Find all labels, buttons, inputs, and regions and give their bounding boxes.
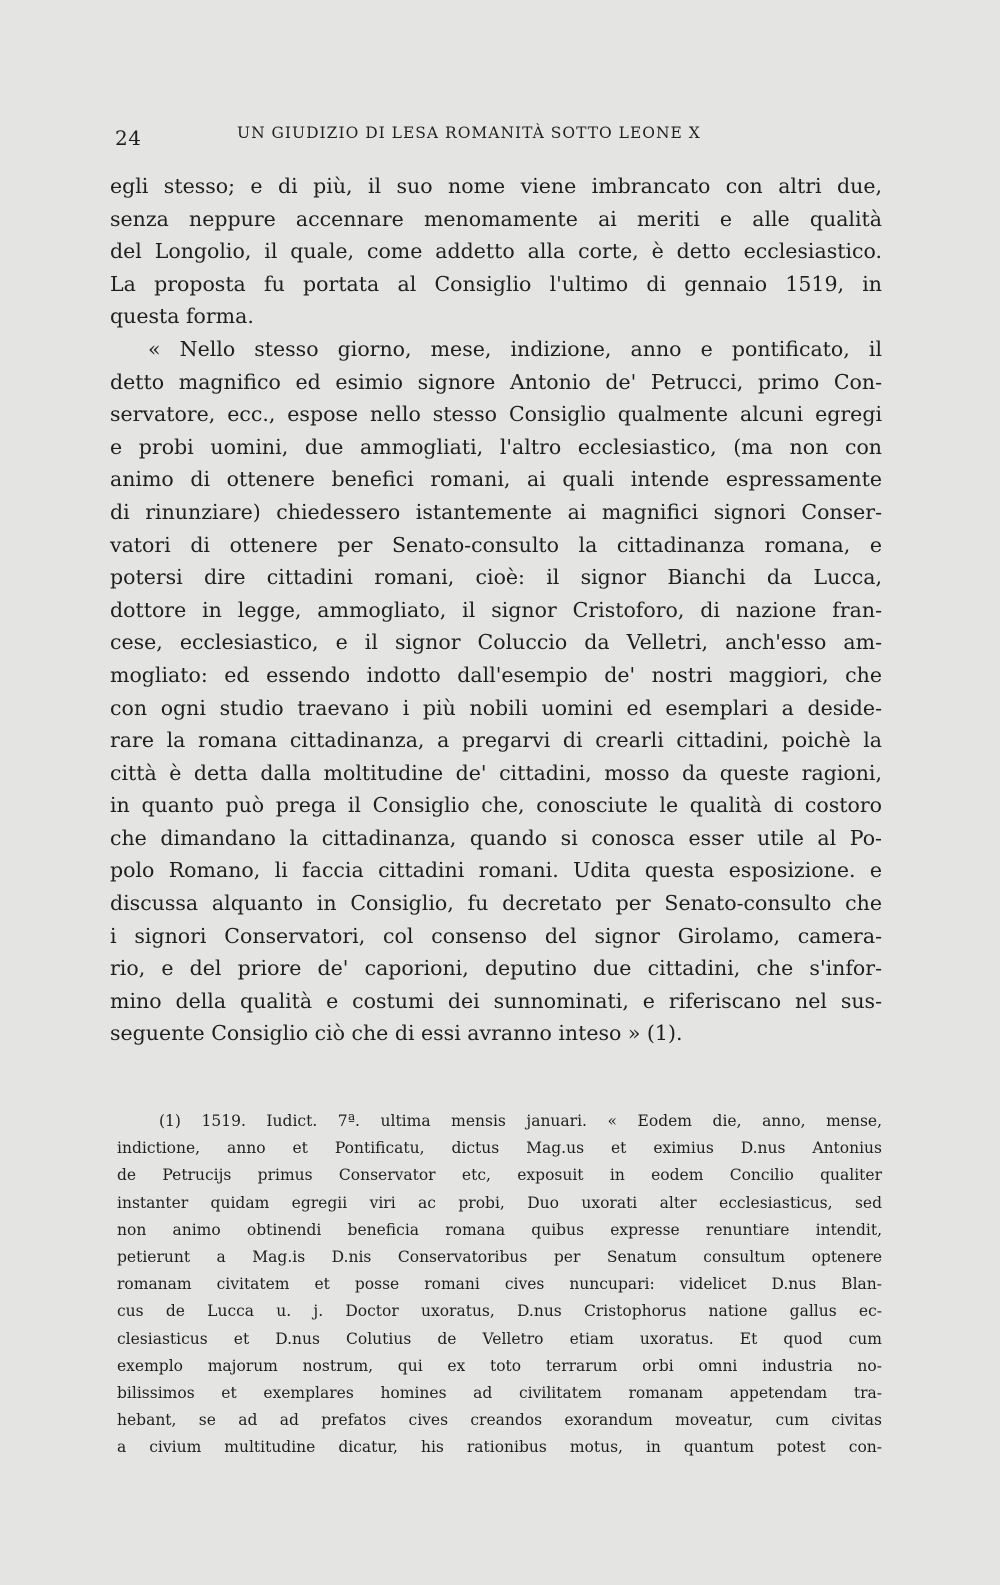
body-line: potersi dire cittadini romani, cioè: il signor Bianchi da Lucca,	[110, 565, 882, 590]
footnote-line: non animo obtinendi beneficia romana quibus expresse renuntiare intendit,	[117, 1220, 882, 1239]
footnote-line: petierunt a Mag.is D.nis Conservatoribus per Senatum consultum optenere	[117, 1247, 882, 1266]
footnote	[117, 1108, 882, 1461]
body-line: cese, ecclesiastico, e il signor Coluccio da Velletri, anch'esso am-	[110, 630, 882, 655]
footnote-line: hebant, se ad ad prefatos cives creandos exorandum moveatur, cum civitas	[117, 1411, 882, 1430]
body-line: vatori di ottenere per Senato-consulto la cittadinanza romana, e	[110, 532, 882, 557]
footnote-line: a civium multitudine dicatur, his rationibus motus, in quantum potest con-	[117, 1438, 882, 1457]
footnote-line: indictione, anno et Pontificatu, dictus Mag.us et eximius D.nus Antonius	[117, 1139, 882, 1158]
footnote-line: instanter quidam egregii viri ac probi, Duo uxorati alter ecclesiasticus, sed	[117, 1193, 882, 1212]
footnote-line: exemplo majorum nostrum, qui ex toto terrarum orbi omni industria no-	[117, 1356, 882, 1375]
footnote-line: (1) 1519. Iudict. 7ª. ultima mensis januari. « Eodem die, anno, mense,	[159, 1112, 882, 1130]
body-line: egli stesso; e di più, il suo nome viene imbrancato con altri due,	[110, 174, 882, 198]
body-line: città è detta dalla moltitudine de' cittadini, mosso da queste ragioni,	[110, 760, 882, 785]
footnote-line: bilissimos et exemplares homines ad civilitatem romanam appetendam tra-	[117, 1383, 882, 1402]
body-line: questa forma.	[110, 304, 254, 329]
body-line: La proposta fu portata al Consiglio l'ultimo di gennaio 1519, in	[110, 271, 882, 296]
body-line: animo di ottenere benefici romani, ai quali intende espressamente	[110, 467, 882, 492]
body-line: seguente Consiglio ciò che di essi avranno inteso » (1).	[110, 1021, 683, 1046]
body-line: in quanto può prega il Consiglio che, conosciute le qualità di costoro	[110, 793, 882, 818]
body-line: di rinunziare) chiedessero istantemente ai magnifici signori Conser-	[110, 499, 882, 524]
body-line: dottore in legge, ammogliato, il signor Cristoforo, di nazione fran-	[110, 597, 882, 622]
body-line: rare la romana cittadinanza, a pregarvi di crearli cittadini, poichè la	[110, 728, 882, 753]
footnote-line: de Petrucijs primus Conservator etc, exposuit in eodem Concilio qualiter	[117, 1166, 882, 1185]
body-line: e probi uomini, due ammogliati, l'altro ecclesiastico, (ma non con	[110, 434, 882, 459]
body-line: mino della qualità e costumi dei sunnominati, e riferiscano nel sus-	[110, 988, 882, 1013]
body-line: del Longolio, il quale, come addetto alla corte, è detto ecclesiastico.	[110, 239, 882, 264]
body-line: rio, e del priore de' caporioni, deputino due cittadini, che s'infor-	[110, 956, 882, 981]
body-line: che dimandano la cittadinanza, quando si conosca esser utile al Po-	[110, 825, 882, 850]
footnote-line: romanam civitatem et posse romani cives nuncupari: videlicet D.nus Blan-	[117, 1275, 882, 1294]
body-line: mogliato: ed essendo indotto dall'esempio de' nostri maggiori, che	[110, 662, 882, 687]
body-line: discussa alquanto in Consiglio, fu decretato per Senato-consulto che	[110, 891, 882, 916]
body-text	[110, 170, 882, 1050]
running-title: UN GIUDIZIO DI LESA ROMANITÀ SOTTO LEONE X	[237, 124, 701, 142]
body-line: servatore, ecc., espose nello stesso Consiglio qualmente alcuni egregi	[110, 402, 882, 427]
footnote-line: cus de Lucca u. j. Doctor uxoratus, D.nus Cristophorus natione gallus ec-	[117, 1302, 882, 1321]
body-line: senza neppure accennare menomamente ai meriti e alle qualità	[110, 206, 882, 231]
body-line: con ogni studio traevano i più nobili uomini ed esemplari a deside-	[110, 695, 882, 720]
body-line: i signori Conservatori, col consenso del signor Girolamo, camera-	[110, 923, 882, 948]
footnote-line: clesiasticus et D.nus Colutius de Velletro etiam uxoratus. Et quod cum	[117, 1329, 882, 1348]
page-header	[115, 118, 885, 154]
page-number: 24	[115, 126, 142, 150]
body-line: « Nello stesso giorno, mese, indizione, anno e pontificato, il	[148, 336, 882, 361]
body-line: detto magnifico ed esimio signore Antonio de' Petrucci, primo Con-	[110, 369, 882, 394]
body-line: polo Romano, li faccia cittadini romani. Udita questa esposizione. e	[110, 858, 882, 883]
